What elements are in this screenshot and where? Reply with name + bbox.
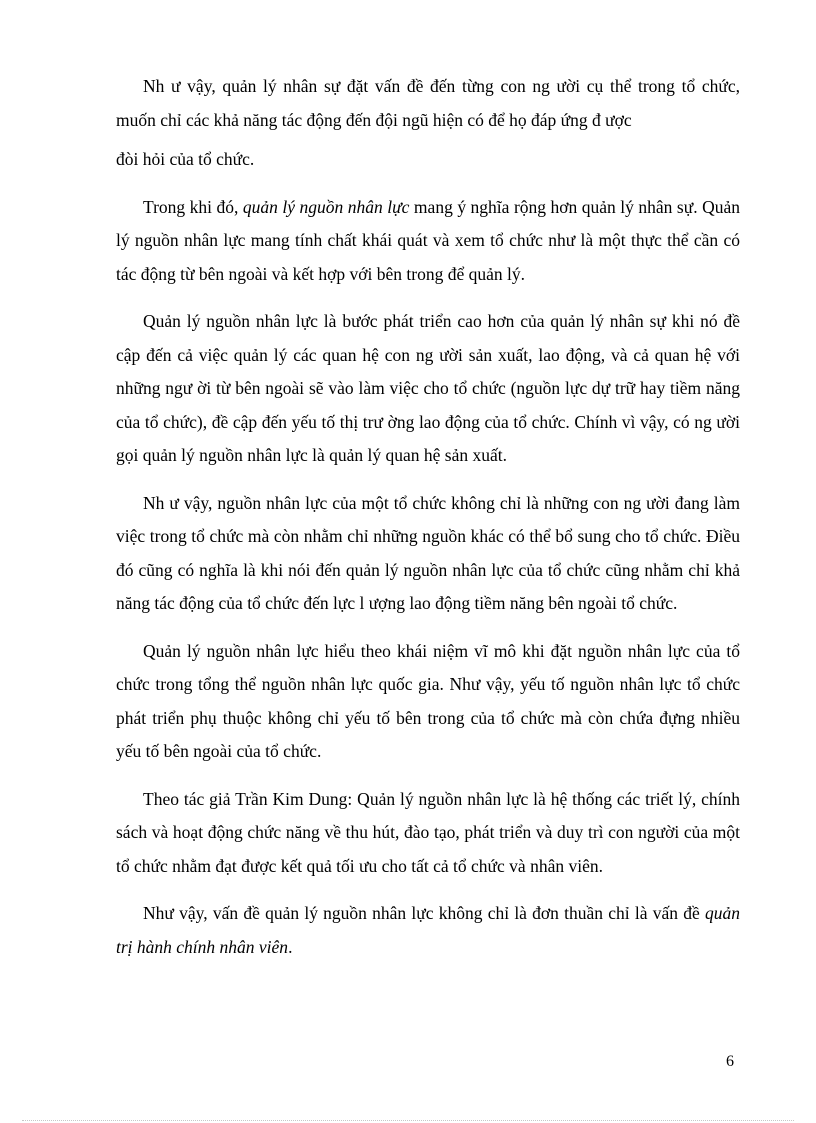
paragraph-1-continuation: đòi hỏi của tổ chức. (116, 149, 255, 169)
paragraph-7 (116, 897, 740, 964)
page-number: 6 (726, 1053, 734, 1070)
page-divider (22, 1120, 794, 1121)
paragraph-5: Quản lý nguồn nhân lực hiểu theo khái niệm vĩ mô khi đặt nguồn nhân lực của tổ chức trong tổng thể nguồn nhân lực quốc gia. Như vậy, yếu tố nguồn nhân lực tổ chức phát triển phụ thuộc không chỉ yếu tố bên trong của tổ chức mà còn chứa đựng nhiều yếu tố bên ngoài của tổ chức. (116, 640, 740, 761)
paragraph-2-rest: mang ý nghĩa rộng hơn quản lý nhân sự. Quản lý nguồn nhân lực mang tính chất khái quát và xem tổ chức như là một thực thể cần có tác động từ bên ngoài và kết hợp với bên trong để quản lý. (116, 196, 740, 284)
term-admin: quản trị hành chính nhân viên (116, 903, 740, 957)
paragraph-2-lead: Trong khi đó, (143, 196, 243, 217)
paragraph-4: Nh ư vậy, nguồn nhân lực của một tổ chức không chỉ là những con ng ười đang làm việc trong tổ chức mà còn nhằm chỉ những nguồn khác có thể bổ sung cho tổ chức. Điều đó cũng có nghĩa là khi nói đến quản lý nguồn nhân lực của tổ chức cũng nhằm chỉ khả năng tác động của tổ chức đến lực l ượng lao động tiềm năng bên ngoài tổ chức. (116, 492, 740, 613)
paragraph-6: Theo tác giả Trần Kim Dung: Quản lý nguồn nhân lực là hệ thống các triết lý, chính sách và hoạt động chức năng về thu hút, đào tạo, phát triển và duy trì con người của một tổ chức nhằm đạt được kết quả tối ưu cho tất cả tổ chức và nhân viên. (116, 788, 740, 876)
paragraph-1: Nh ư vậy, quản lý nhân sự đặt vấn đề đến từng con ng ười cụ thể trong tổ chức, muốn chỉ các khả năng tác động đến đội ngũ hiện có để họ đáp ứng đ ược (116, 76, 740, 130)
paragraph-7-rest: . (288, 936, 293, 957)
paragraph-3: Quản lý nguồn nhân lực là bước phát triển cao hơn của quản lý nhân sự khi nó đề cập đến cả việc quản lý các quan hệ con ng ười sản xuất, lao động, và cả quan hệ với những ngư ời từ bên ngoài sẽ vào làm việc cho tổ chức (nguồn lực dự trữ hay tiềm năng của tổ chức), đề cập đến yếu tố thị trư ờng lao động của tổ chức. Chính vì vậy, có ng ười gọi quản lý nguồn nhân lực là quản lý quan hệ sản xuất. (116, 311, 740, 465)
term-hrm: quản lý nguồn nhân lực (242, 196, 410, 217)
paragraph-7-lead: Như vậy, vấn đề quản lý nguồn nhân lực không chỉ là đơn thuần chỉ là vấn đề (143, 903, 705, 923)
body-text (116, 70, 740, 978)
paragraph-2 (116, 191, 740, 292)
